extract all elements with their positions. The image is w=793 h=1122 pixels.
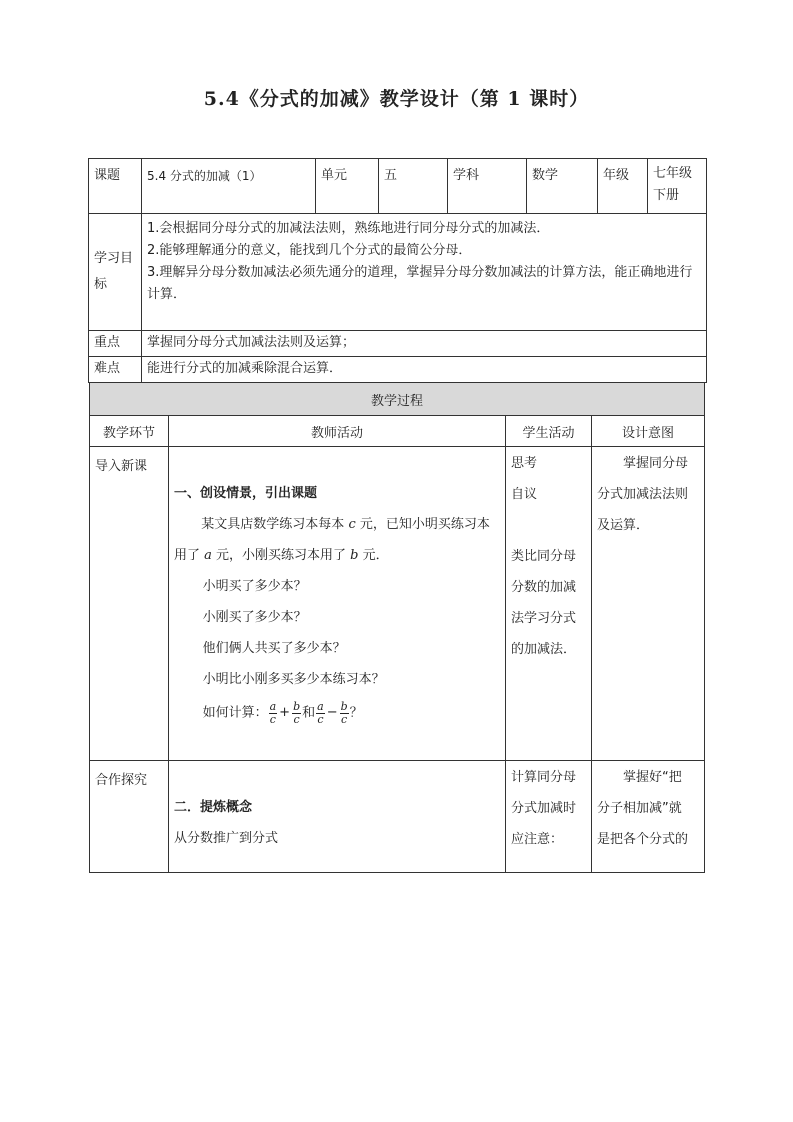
student-line: 分数的加减 xyxy=(511,580,577,595)
topic-label: 课题 xyxy=(89,159,142,214)
intent-line: 掌握好“把 xyxy=(597,770,682,785)
fraction: $\frac{b}{c}$ xyxy=(340,699,348,726)
goal-item: 1.会根据同分母分式的加减法法则，熟练地进行同分母分式的加减法． xyxy=(147,221,550,236)
info-table xyxy=(88,158,707,383)
section-heading: 二．提炼概念 xyxy=(174,800,253,815)
header-teacher: 教师活动 xyxy=(169,416,506,447)
header-stage: 教学环节 xyxy=(90,416,169,447)
question-item: 小明买了多少本？ xyxy=(202,579,307,594)
compute-question: 如何计算： $\frac{a}{c}$ + $\frac{b}{c}$ 和 $\frac{a}{c}$ − $\frac{b}{c}$ ？ xyxy=(202,699,363,726)
unit-label: 单元 xyxy=(316,159,379,214)
question-item: 他们俩人共买了多少本？ xyxy=(202,641,346,656)
key-value: 掌握同分母分式加减法法则及运算； xyxy=(142,331,707,357)
intro-paragraph: 某文具店数学练习本每本 c 元，已知小明买练习本用了 a 元，小刚买练习本用了 b 元． xyxy=(174,517,490,563)
subject-label: 学科 xyxy=(448,159,527,214)
difficulty-value: 能进行分式的加减乘除混合运算． xyxy=(142,357,707,383)
intent-line: 是把各个分式的 xyxy=(597,832,689,847)
student-line: 法学习分式 xyxy=(511,611,577,626)
student-cell xyxy=(506,447,592,761)
fraction: $\frac{a}{c}$ xyxy=(317,699,324,726)
teacher-line: 从分数推广到分式 xyxy=(174,831,279,846)
fraction: $\frac{b}{c}$ xyxy=(293,699,301,726)
intent-line: 及运算． xyxy=(597,518,650,533)
process-table xyxy=(89,382,705,873)
table-row xyxy=(90,761,705,873)
subject-value: 数学 xyxy=(527,159,598,214)
header-intent: 设计意图 xyxy=(592,416,705,447)
grade-label: 年级 xyxy=(598,159,648,214)
goal-item: 2.能够理解通分的意义，能找到几个分式的最简公分母． xyxy=(147,243,472,258)
topic-value: 5.4 分式的加减（1） xyxy=(142,159,316,214)
student-line: 分式加减时 xyxy=(511,801,577,816)
student-line: 类比同分母 xyxy=(511,549,577,564)
student-line: 的加减法． xyxy=(511,642,577,657)
goals-cell xyxy=(142,214,707,331)
intent-cell xyxy=(592,447,705,761)
difficulty-label: 难点 xyxy=(89,357,142,383)
intent-line: 分式加减法法则 xyxy=(597,487,689,502)
student-line xyxy=(511,510,586,541)
question-item: 小刚买了多少本？ xyxy=(202,610,307,625)
question-item: 小明比小刚多买多少本练习本？ xyxy=(202,672,385,687)
process-banner: 教学过程 xyxy=(90,383,705,416)
student-cell xyxy=(506,761,592,873)
header-student: 学生活动 xyxy=(506,416,592,447)
goal-item: 3.理解异分母分数加减法必须先通分的道理，掌握异分母分数加减法的计算方法，能正确地进行计算． xyxy=(147,265,693,302)
intent-cell xyxy=(592,761,705,873)
table-row xyxy=(90,447,705,761)
goals-label: 学习目标 xyxy=(89,214,142,331)
stage-cell: 导入新课 xyxy=(90,447,169,761)
key-label: 重点 xyxy=(89,331,142,357)
page-title: 5.4《分式的加减》教学设计（第 1 课时） xyxy=(203,88,590,110)
stage-cell: 合作探究 xyxy=(90,761,169,873)
intent-line: 掌握同分母 xyxy=(597,456,689,471)
student-line: 自议 xyxy=(511,487,538,502)
student-line: 计算同分母 xyxy=(511,770,577,785)
teacher-cell xyxy=(169,447,506,761)
unit-value: 五 xyxy=(379,159,448,214)
student-line: 应注意： xyxy=(511,832,564,847)
intent-line: 分子相加减”就 xyxy=(597,801,682,816)
grade-value: 七年级下册 xyxy=(648,159,707,214)
teacher-cell xyxy=(169,761,506,873)
fraction: $\frac{a}{c}$ xyxy=(269,699,277,726)
section-heading: 一、创设情景，引出课题 xyxy=(174,486,318,501)
student-line: 思考 xyxy=(511,456,538,471)
